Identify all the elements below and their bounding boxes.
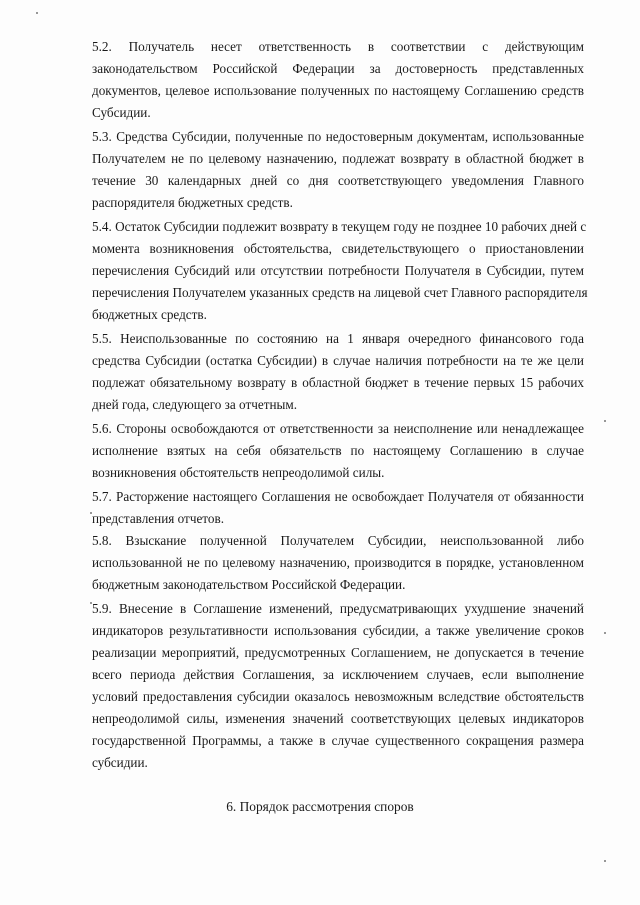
text-line: бюджетным законодательством Российской Федерации. — [92, 577, 406, 592]
text-line: перечисления Получателем указанных средств на лицевой счет Главного распорядителя — [92, 285, 588, 300]
text-line: непреодолимой силы, изменения значений соответствующих целевых индикаторов — [92, 711, 584, 726]
text-line: всего периода действия Соглашения, за исключением случаев, если выполнение — [92, 667, 584, 682]
text-line: 5.9. Внесение в Соглашение изменений, предусматривающих ухудшение значений — [92, 601, 584, 616]
scan-speck — [604, 632, 606, 634]
section-heading: 6. Порядок рассмотрения споров — [226, 799, 414, 814]
text-line: возникновения обстоятельств непреодолимой силы. — [92, 465, 385, 480]
text-line: 5.2. Получатель несет ответственность в соответствии с действующим — [92, 39, 584, 54]
text-line: 5.6. Стороны освобождаются от ответственности за неисполнение или ненадлежащее — [92, 421, 584, 436]
text-line: бюджетных средств. — [92, 307, 207, 322]
scan-speck — [36, 12, 38, 14]
text-line: субсидии. — [92, 755, 148, 770]
text-line: подлежат обязательному возврату в областной бюджет в течение первых 15 рабочих — [92, 375, 584, 390]
text-line: использованной не по целевому назначению, производится в порядке, установленном — [92, 555, 584, 570]
text-line: представления отчетов. — [92, 511, 225, 526]
scan-speck — [90, 602, 92, 604]
text-line: государственной Программы, а также в случае существенного сокращения размера — [92, 733, 584, 748]
scan-speck — [604, 420, 606, 422]
text-line: Получателем не по целевому назначению, подлежат возврату в областной бюджет в — [92, 151, 584, 166]
text-line: условий предоставления субсидии оказалось невозможным вследствие обстоятельств — [92, 689, 584, 704]
text-line: Субсидии. — [92, 105, 151, 120]
text-line: 5.8. Взыскание полученной Получателем Субсидии, неиспользованной либо — [92, 533, 584, 548]
text-line: течение 30 календарных дней со дня соответствующего уведомления Главного — [92, 173, 584, 188]
text-line: дней года, следующего за отчетным. — [92, 397, 298, 412]
text-line: исполнение взятых на себя обязательств по настоящему Соглашению в случае — [92, 443, 584, 458]
text-line: документов, целевое использование полученных по настоящему Соглашению средств — [92, 83, 584, 98]
text-line: распорядителя бюджетных средств. — [92, 195, 293, 210]
text-line: средства Субсидии (остатка Субсидии) в случае наличия потребности на те же цели — [92, 353, 584, 368]
text-line: 5.7. Расторжение настоящего Соглашения не освобождает Получателя от обязанности — [92, 489, 584, 504]
scan-speck — [90, 512, 92, 514]
text-line: индикаторов результативности использования субсидии, а также увеличение сроков — [92, 623, 584, 638]
text-line: 5.4. Остаток Субсидии подлежит возврату в текущем году не позднее 10 рабочих дней с — [92, 219, 587, 234]
text-line: 5.5. Неиспользованные по состоянию на 1 января очередного финансового года — [92, 331, 584, 346]
scan-speck — [604, 860, 606, 862]
text-line: 5.3. Средства Субсидии, полученные по недостоверным документам, использованные — [92, 129, 584, 144]
text-line: реализации мероприятий, предусмотренных Соглашением, не допускается в течение — [92, 645, 584, 660]
text-line: перечисления Субсидий или отсутствии потребности Получателя в Субсидии, путем — [92, 263, 584, 278]
text-line: законодательством Российской Федерации за достоверность представленных — [92, 61, 584, 76]
text-line: момента возникновения обстоятельства, свидетельствующего о приостановлении — [92, 241, 584, 256]
